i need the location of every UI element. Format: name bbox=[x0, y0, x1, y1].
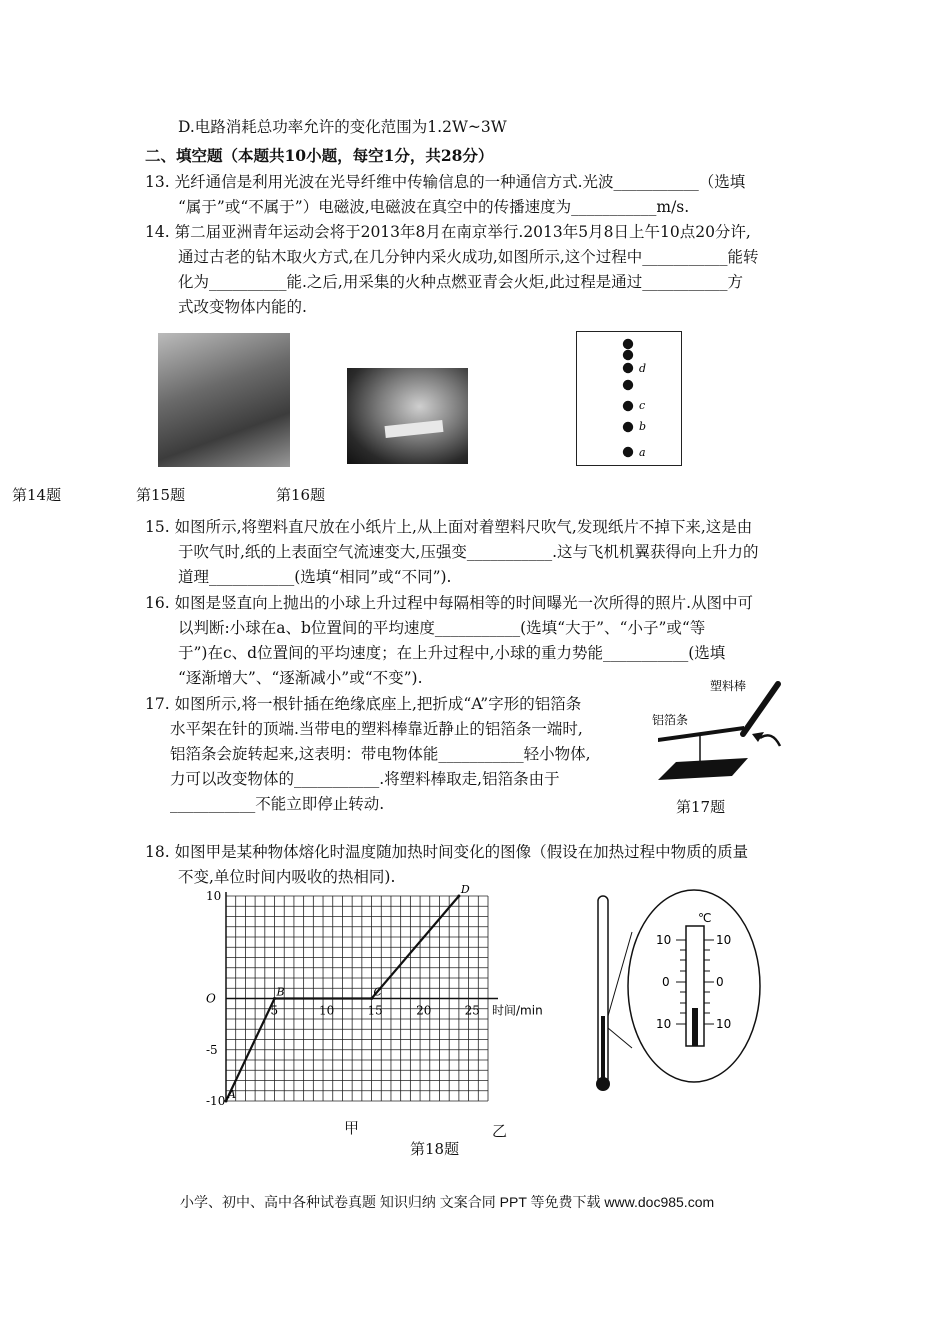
label-b: b bbox=[639, 420, 647, 433]
foil-strip bbox=[658, 726, 744, 742]
caption-q16: 第16题 bbox=[276, 486, 326, 504]
q14-line-1: 14. 第二届亚洲青年运动会将于2013年8月在南京举行.2013年5月8日上午10点20分许, bbox=[145, 223, 751, 241]
caption-q14: 第14题 bbox=[12, 486, 62, 504]
q16-line-4: “逐渐增大”、“逐渐减小”或“不变”). bbox=[178, 669, 423, 687]
x-tick-label: 25 bbox=[464, 1003, 480, 1018]
mercury-column bbox=[601, 1016, 605, 1082]
y-tick-label: 10 bbox=[206, 889, 222, 903]
q13-line-2: “属于”或“不属于”）电磁波,电磁波在真空中的传播速度为___________m/s. bbox=[178, 198, 690, 216]
caption-yi: 乙 bbox=[492, 1122, 508, 1140]
q15-line-2: 于吹气时,纸的上表面空气流速变大,压强变___________.这与飞机机翼获得向上升力的 bbox=[178, 543, 759, 561]
q15-line-3: 道理___________(选填“相同”或“不同”). bbox=[178, 568, 452, 586]
zoom-line-bottom bbox=[608, 1028, 632, 1048]
melting-curve-chart bbox=[190, 883, 560, 1112]
q14-line-3: 化为__________能.之后,用采集的火种点燃亚青会火炬,此过程是通过___________方 bbox=[178, 273, 744, 291]
q14-line-2: 通过古老的钻木取火方式,在几分钟内采火成功,如图所示,这个过程中___________能转 bbox=[178, 248, 759, 266]
ball-positions bbox=[577, 332, 681, 465]
q13-line-1: 13. 光纤通信是利用光波在光导纤维中传输信息的一种通信方式.光波___________（选填 bbox=[145, 173, 746, 191]
thermo-left-tick-mid: 0 bbox=[662, 975, 670, 989]
label-a: a bbox=[639, 446, 646, 459]
strip-label: 铝箔条 bbox=[652, 713, 689, 727]
magnified-mercury bbox=[692, 1008, 698, 1046]
ruler-blowing-photo bbox=[347, 368, 468, 464]
y-tick-label: -10 bbox=[206, 1094, 226, 1108]
caption-jia: 甲 bbox=[344, 1119, 360, 1137]
y-tick-label: -5 bbox=[206, 1042, 218, 1057]
x-tick-label: 20 bbox=[416, 1003, 432, 1018]
q17-line-4: 力可以改变物体的___________.将塑料棒取走,铝箔条由于 bbox=[170, 770, 560, 788]
q16-line-2: 以判断:小球在a、b位置间的平均速度___________(选填“大于”、“小子”或“等 bbox=[178, 619, 706, 637]
thermometer-figure bbox=[586, 888, 776, 1102]
strobe-photo-frame bbox=[576, 331, 682, 466]
label-c: c bbox=[639, 399, 646, 412]
thermo-right-tick-mid: 0 bbox=[716, 975, 724, 989]
y-tick-label: O bbox=[206, 991, 216, 1006]
plastic-rod bbox=[743, 684, 778, 734]
x-tick-label: 15 bbox=[367, 1003, 383, 1018]
insulating-base bbox=[658, 758, 748, 780]
q17-line-2: 水平架在针的顶端.当带电的塑料棒靠近静止的铝箔条一端时, bbox=[170, 720, 583, 738]
caption-q15: 第15题 bbox=[136, 486, 186, 504]
thermo-right-tick-top: 10 bbox=[716, 933, 732, 947]
option-d: D.电路消耗总功率允许的变化范围为1.2W~3W bbox=[178, 118, 507, 136]
thermo-right-tick-bottom: 10 bbox=[716, 1017, 732, 1031]
page-footer: 小学、初中、高中各种试卷真题 知识归纳 文案合同 PPT 等免费下载 www.doc985.com bbox=[180, 1194, 715, 1210]
rod-label: 塑料棒 bbox=[710, 679, 747, 693]
rotation-arrow bbox=[760, 735, 780, 746]
section-heading: 二、填空题（本题共10小题，每空1分，共28分） bbox=[145, 146, 494, 165]
foil-strip-figure bbox=[648, 672, 788, 790]
caption-q17: 第17题 bbox=[676, 798, 726, 816]
x-axis-label: 时间/min bbox=[492, 1003, 543, 1018]
fire-drilling-photo bbox=[158, 333, 290, 467]
point-label: A bbox=[228, 1088, 236, 1101]
q14-line-4: 式改变物体内能的. bbox=[178, 298, 307, 316]
thermo-left-tick-top: 10 bbox=[656, 933, 672, 947]
x-tick-label: 5 bbox=[270, 1003, 279, 1018]
thermo-unit: ℃ bbox=[698, 911, 712, 925]
q16-line-1: 16. 如图是竖直向上抛出的小球上升过程中每隔相等的时间曝光一次所得的照片.从图中可 bbox=[145, 594, 754, 612]
q17-line-1: 17. 如图所示,将一根针插在绝缘底座上,把折成“A”字形的铝箔条 bbox=[145, 695, 582, 713]
q16-line-3: 于”)在c、d位置间的平均速度；在上升过程中,小球的重力势能___________(选填 bbox=[178, 644, 726, 662]
q17-line-5: ___________不能立即停止转动. bbox=[170, 795, 385, 813]
caption-q18: 第18题 bbox=[410, 1140, 460, 1158]
point-label: C bbox=[373, 985, 382, 999]
thermo-left-tick-bottom: 10 bbox=[656, 1017, 672, 1031]
point-label: B bbox=[276, 985, 285, 999]
q15-line-1: 15. 如图所示,将塑料直尺放在小纸片上,从上面对着塑料尺吹气,发现纸片不掉下来,这是由 bbox=[145, 518, 753, 536]
label-d: d bbox=[639, 362, 647, 375]
q17-line-3: 铝箔条会旋转起来,这表明：带电物体能___________轻小物体, bbox=[170, 745, 591, 763]
q18-line-2: 不变,单位时间内吸收的热相同). bbox=[178, 868, 396, 886]
point-label: D bbox=[460, 883, 470, 896]
x-tick-label: 10 bbox=[319, 1003, 335, 1018]
q18-line-1: 18. 如图甲是某种物体熔化时温度随加热时间变化的图像（假设在加热过程中物质的质量 bbox=[145, 843, 749, 861]
